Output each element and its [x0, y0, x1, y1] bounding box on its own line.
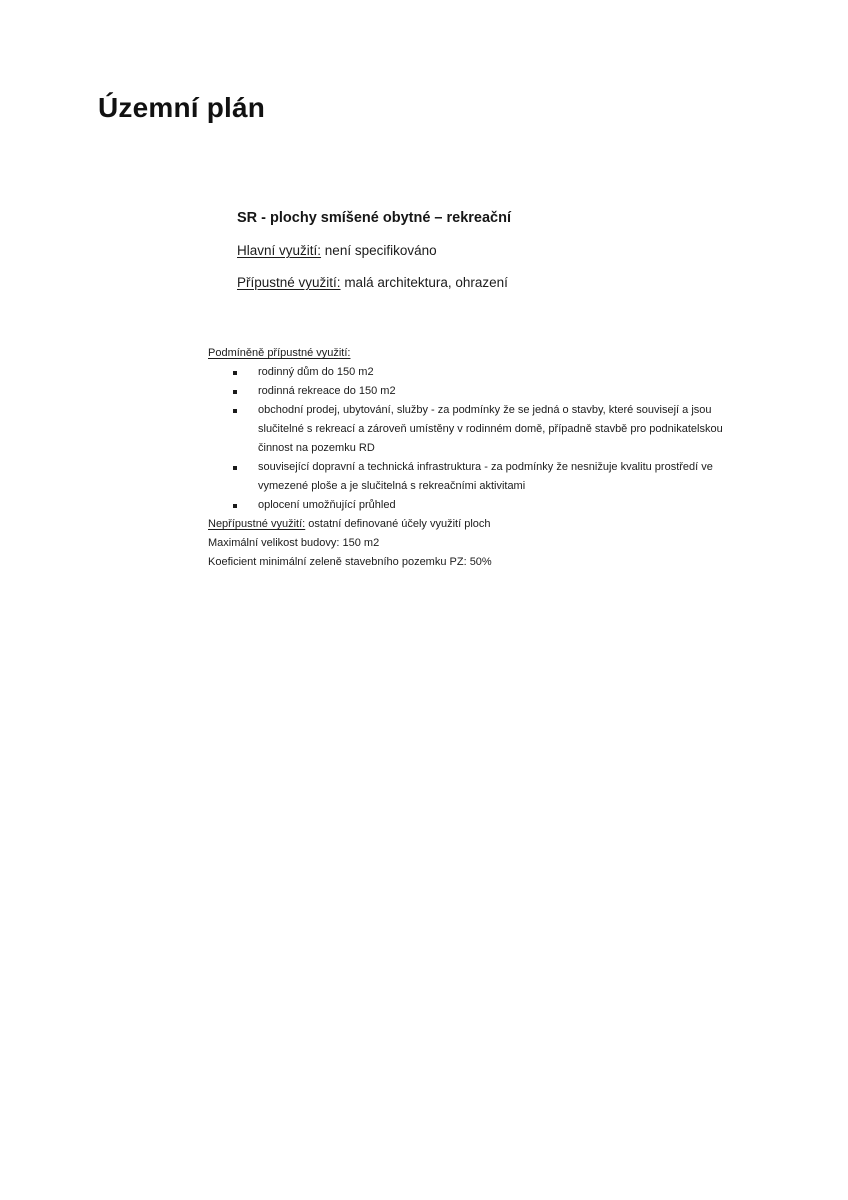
main-use-row — [237, 235, 657, 267]
list-item — [208, 382, 736, 401]
list-item-text: související dopravní a technická infrastruktura - za podmínky že nesnižuje kvalitu prostředí ve vymezené ploše a je slučitelná s rekreačními aktivitami — [258, 461, 713, 492]
list-item-text: oplocení umožňující průhled — [258, 499, 396, 511]
main-use-label: Hlavní využití: — [237, 243, 322, 258]
square-bullet-icon — [233, 409, 237, 413]
list-item — [208, 401, 736, 458]
permissible-use-value: malá architektura, ohrazení — [344, 275, 508, 290]
list-item-text: rodinná rekreace do 150 m2 — [258, 385, 396, 397]
square-bullet-icon — [233, 390, 237, 394]
impermissible-use-value: ostatní definované účely využití ploch — [308, 518, 491, 530]
square-bullet-icon — [233, 466, 237, 470]
main-use-value: není specifikováno — [324, 243, 437, 258]
square-bullet-icon — [233, 504, 237, 508]
impermissible-use-row — [208, 515, 736, 534]
square-bullet-icon — [233, 371, 237, 375]
zone-header-block — [237, 202, 657, 299]
list-item-text: obchodní prodej, ubytování, služby - za podmínky že se jedná o stavby, které souvisejí a jsou slučitelné s rekreací a zároveň umístěny v rodinném domě, případně stavbě pro podnikatelskou činnost na pozemku RD — [258, 404, 723, 454]
document-title: Územní plán — [98, 92, 266, 123]
list-item — [208, 458, 736, 496]
regulations-block — [208, 344, 736, 572]
impermissible-use-label: Nepřípustné využití: — [208, 518, 306, 530]
zone-heading: SR - plochy smíšené obytné – rekreační — [237, 210, 511, 226]
permissible-use-row — [237, 267, 657, 299]
conditional-use-label: Podmíněně přípustné využití: — [208, 347, 351, 359]
list-item — [208, 363, 736, 382]
list-item — [208, 496, 736, 515]
list-item-text: rodinný dům do 150 m2 — [258, 366, 374, 378]
permissible-use-label: Přípustné využití: — [237, 275, 341, 290]
conditional-use-list — [208, 363, 736, 515]
max-building-size-line: Maximální velikost budovy: 150 m2 — [208, 537, 380, 549]
conditional-use-heading — [208, 344, 736, 363]
green-coefficient-line: Koeficient minimální zeleně stavebního pozemku PZ: 50% — [208, 556, 492, 568]
